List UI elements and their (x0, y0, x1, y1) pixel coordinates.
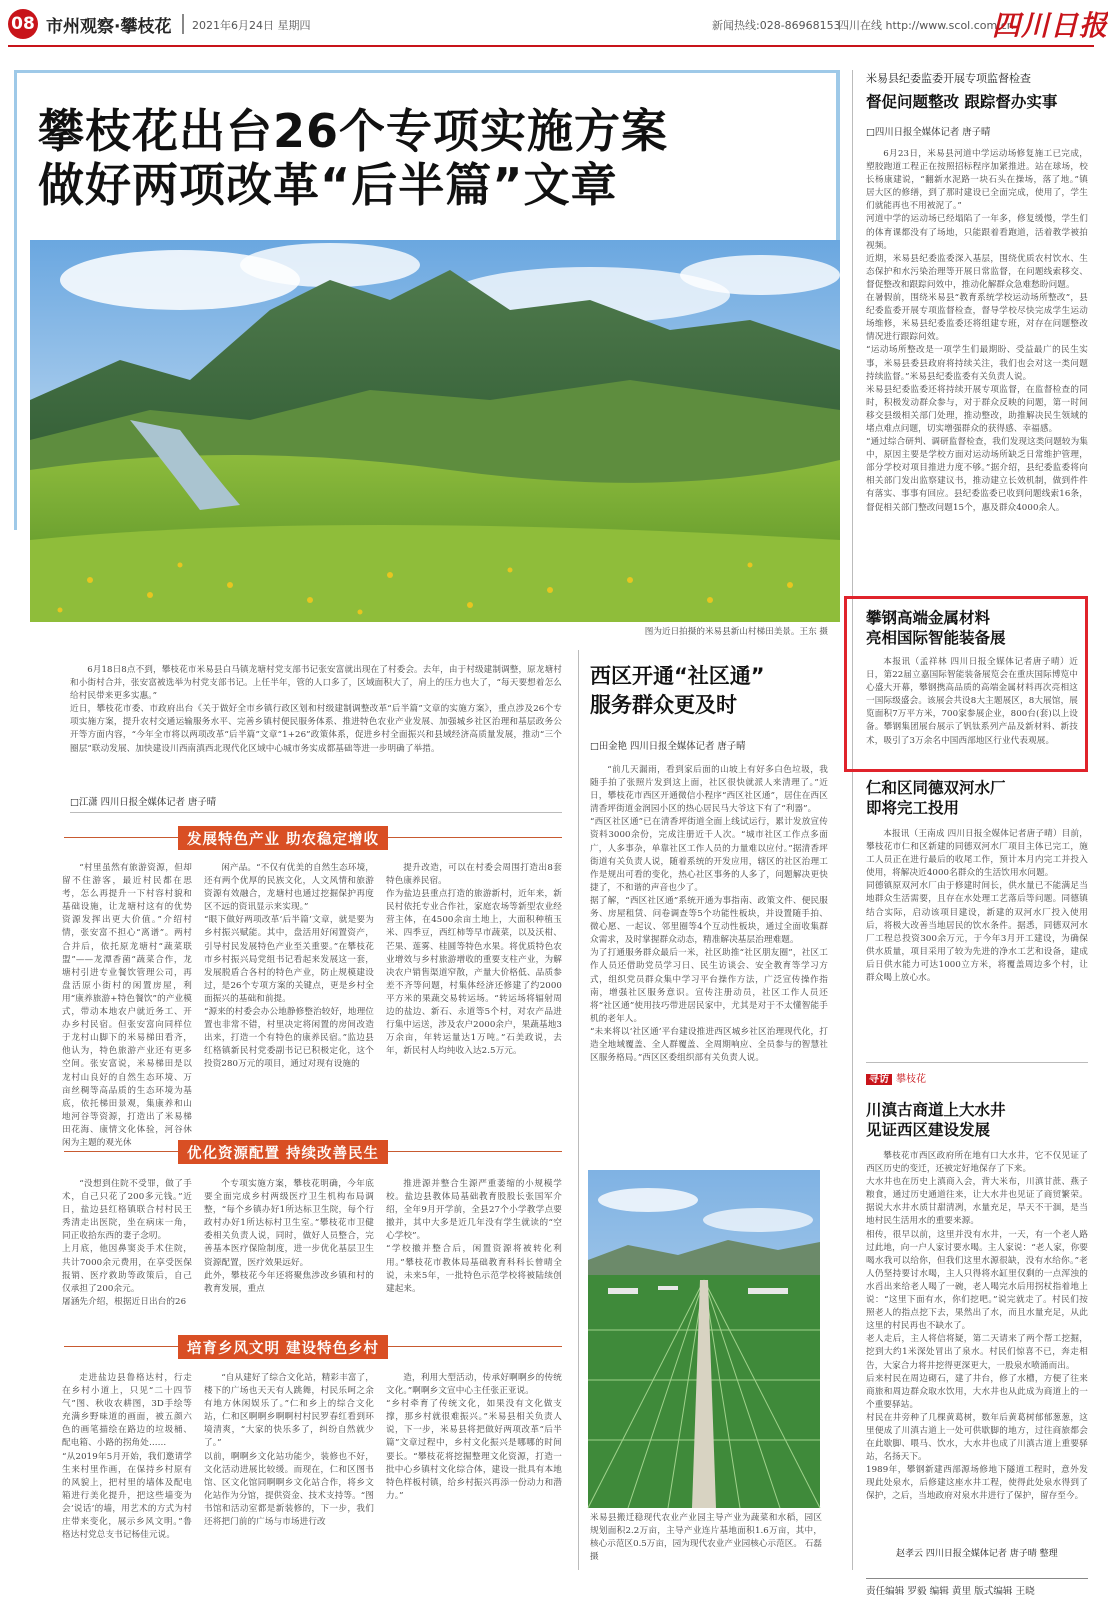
west-article-title (590, 662, 765, 720)
main-headline (38, 104, 668, 212)
section1-col1: “村里虽然有旅游资源，但却留不住游客，最近村民都在思考，怎么再提升一下村容村貌和基础设施，让龙塘村这有的优势资源发挥出更大价值。”介绍村情，张安富不担心“离谱”。两村合并后，依托原龙塘村“蔬菜联盟”——龙潭香菌“蔬菜合作，龙塘村引进专业餐饮管理公司，再盘活原小街村的闲置房屋，利用“康养旅游+特色餐饮”的产业模式，带动本地农户就近务工、开办乡村民宿。但张安富向同样位于龙村山脚下的米易梯田看齐，他认为，特色旅游产业还有更多空间。张安富说，米易梯田是以龙村山良好的自然生态环境、万亩丝稠等高品质的生态环境为基底，依托梯田景观，集康养和山地河谷等资源，打造出了米易梯田花海、康情文化体验，河谷休闲为主题的观光休 (62, 863, 192, 1148)
pangang-title-line2: 亮相国际智能装备展 (866, 629, 1006, 647)
well-article-title (866, 1100, 1006, 1140)
divider (866, 1062, 1088, 1063)
section-heading-resources: 优化资源配置 持续改善民生 (178, 1140, 388, 1164)
newspaper-logo: 四川日报 (992, 9, 1108, 42)
main-byline: □江潇 四川日报全媒体记者 唐子晴 (70, 797, 217, 808)
water-plant-title-line1: 仁和区同德双河水厂 (866, 779, 1006, 797)
west-title-line1: 西区开通“社区通” (590, 664, 765, 688)
website-link[interactable]: 四川在线 http://www.scol.com.cn (838, 19, 1014, 32)
water-plant-body: 本报讯（王南成 四川日报全媒体记者唐子晴）目前，攀枝花市仁和区新建的同德双河水厂项目主体已完工，施工人员正在进行最后的收尾工作，预计本月内完工并投入使用，将解决近4000名群众的生活饮用水问题。 同德镇原双河水厂由于修建时间长，供水量已不能满足当地群众生活需要，且存在水处理工艺落后等问题。同德镇结合实际，启动该项目建设，新建的双河水厂投入使用后，将极大改善当地居民的饮水条件。据悉，同德双河水厂工程总投资300余万元，于今年3月开工建设，为确保供水质量，项目采用了较为先进的净水工艺和设备，建成后日供水能力可达1000立方米，将覆盖周边多个村，让群众喝上放心水。 (866, 829, 1088, 984)
header-divider (182, 14, 184, 34)
section1-col3: 提升改造，可以在村委会周围打造出8套特色康养民宿。 作为盐边县重点打造的旅游新村，近年来，新民村依托专业合作社，家庭农场等新型农业经营主体，在4500余亩土地上，大面积种植玉米、四季豆，西红柿等早市蔬菜，以及沃柑、芒果、莲雾、桂圆等特色水果。将优质特色农业增效与乡村旅游增收的重要支柱产业，为解决农户销售渠道窄散，产量大价格低、品质参差不齐等问题，村集体经济还修建了约2000平方米的果蔬交易转运场。“转运场将辐射周边的盐边、新石、永道等5个村，对农产品进行集中运送，涉及农户2000余户，果蔬基地3万余亩，年转运量达1万吨。”石美政说，去年，新民村人均纯收入达2.5万元。 (386, 863, 562, 1057)
well-byline: 赵孝云 四川日报全媒体记者 唐子晴 整理 (896, 1549, 1058, 1559)
pangang-title (866, 608, 1006, 648)
page-number-badge: 08 (8, 9, 38, 39)
header-rule (8, 45, 1094, 47)
section2-col2: 个专项实施方案，攀枝花明确，今年底要全面完成乡村两级医疗卫生机构布局调整，“每个乡镇办好1所达标卫生院，每个行政村办好1所达标村卫生室。”攀枝花市卫健委相关负责人说，同时，做好人员整合，完善基本医疗保险制度，进一步优化基层卫生资源配置，医疗效果远好。 此外，攀枝花今年还将聚焦涉改乡镇和村的教育发展，重点 (204, 1179, 374, 1294)
farmland-photo (588, 1170, 820, 1508)
section-title: 市州观察·攀枝花 (46, 17, 172, 37)
main-headline-line1: 攀枝花出台26个专项实施方案 (38, 104, 669, 158)
section3-col2: “自从建好了综合文化站，精彩丰富了，楼下的广场也天天有人跳舞，村民乐呵之余有地方休闲娱乐了。”仁和乡上的综合文化站，仁和区啊啊乡啊啊村村民罗春红看到环境清爽，“大家的快乐多了，纠纷自然就少了。” 以前，啊啊乡文化站功能少，装修也不好，文化活动进展比较缓。而现在，仁和区图书馆、区文化馆同啊啊乡文化站合作，将乡文化站作为分馆，提供资金、技术支持等。“图书馆和活动室都是新装修的，下一步，我们还将把门前的广场与市场进行改 (204, 1373, 374, 1528)
right-top-title: 督促问题整改 跟踪督办实事 (866, 93, 1058, 111)
right-top-kicker: 米易县纪委监委开展专项监督检查 (866, 72, 1031, 85)
well-article-body: 攀枝花市西区政府所在地有口大水井，它不仅见证了西区历史的变迁，还被定好地保存了下来。 大水井也在历史上滇商入会，背大米布，川滇甘蔗、燕子粮食，通过历史通道往来，让大水井也见证了商贸繁荣。据说大水井水质甘甜清冽，水量充足，旱天不干涸，是当地村民生活用水的重要来源。 相传，很早以前，这里并没有水井，一天，有一个老人路过此地，向一户人家讨要水喝。主人家说：“老人家，你要喝水我可以给你，但我们这里水源很缺，没有水给你。”老人仍坚持要讨水喝，主人只得将水缸里仅剩的一点浑浊的水舀出来给老人喝了一碗，老人喝完水后用拐杖指着地上说：“这里下面有水，你们挖吧。”说完就走了。村民们按照老人的指点挖下去，果然出了水，而且水量充足，从此这里的村民再也不缺水了。 老人走后，主人将信将疑，第二天请来了两个帮工挖掘，挖到大约1米深处冒出了泉水。村民们惊喜不已，奔走相告，大家合力将井挖得更深更大，一股泉水喷涌而出。 后来村民在周边砌石，建了井台，修了水槽，方便了往来商旅和周边群众取水饮用，大水井也从此成为商道上的一个重要驿站。 村民在井旁种了几棵黄葛树，数年后黄葛树郁郁葱葱，这里便成了川滇古道上一处可供歇脚的地方，过往商旅都会在此歇脚、喂马、饮水，大水井也成了川滇古道上重要驿站，名扬天下。 1989年，攀钢新建西部源场修地下隧道工程时，意外发现此处泉水，后修建这座水井工程，使得此处泉水得到了保护，之后，当地政府对泉水井进行了保护，留存至今。 (866, 1151, 1088, 1502)
terrace-landscape-photo (30, 240, 840, 622)
well-title-line1: 川滇古商道上大水井 (866, 1101, 1006, 1119)
pangang-body: 本报讯（孟祥林 四川日报全媒体记者唐子晴）近日，第22届立嘉国际智能装备展览会在重庆国际博览中心盛大开幕，攀钢携高品质的高端金属材料再次亮相这一国际级盛会。该展会共设8大主题展区，8大展馆，展览面积7万平方米，700家参展企业，800台(套)以上设备。攀钢集团展台展示了钒钛系列产品及新材料、新技术，吸引了3万余名中国西部地区行业代表观展。 (866, 657, 1078, 746)
section-heading-industry: 发展特色产业 助农稳定增收 (178, 826, 388, 850)
right-top-byline: □四川日报全媒体记者 唐子晴 (866, 127, 991, 138)
tag-label: 寻访 (866, 1074, 892, 1085)
main-headline-line2: 做好两项改革“后半篇”文章 (38, 158, 618, 212)
farmland-photo-caption: 米易县搬迁稳现代农业产业园主导产业为蔬菜和水稻，园区规划面积2.2万亩，主导产业连片基地面积1.6万亩，其中，核心示范区0.5万亩，园为现代农业产业园核心示范区。 石磊 摄 (590, 1513, 822, 1562)
news-hotline: 新闻热线:028-86968153 (712, 19, 841, 32)
section1-col2: 闲产品。“不仅有优美的自然生态环境，还有两个优厚的民族文化，人文风情和旅游资源有效融合，龙塘村也通过挖掘保护再度区不远的资讯显示来实现。” “眼下做好两项改革‘后半篇’文章，就是要为乡村振兴赋能。其中，盘活用好闲置资产，引导村民发展特色产业至关重要。”在攀枝花市乡村振兴局党组书记看起来发展这一套，发展脱盾合各村的特色产业，防止规模建设过，是26个专项方案的关键点，更是乡村全面振兴的基础和前提。 “源来的村委会办公地静修整治较好，地理位置也非常不错，村里决定将闲置的房间改造出来，打造一个有特色的康养民宿。”监边县红格镇新民村党委副书记已积极定化，这个投资280万元的项目，通过对现有设施的 (204, 863, 374, 1070)
section2-col1: “没想到住院不受罪，做了手术，自己只花了200多元钱。”近日，盐边县红格镇联合村村民王秀清走出医院，坐在病床一角，同正收拾东西的妻子念叨。 上月底，他因鼻窦炎手术住院，共计7000余元费用，在享受医保报销、医疗救助等政策后，自己仅承担了200余元。 屠涵先介绍，根据近日出台的26 (62, 1179, 192, 1307)
section-heading-culture: 培育乡风文明 建设特色乡村 (178, 1335, 388, 1359)
column-divider (578, 650, 579, 1570)
photo-caption: 图为近日拍摄的米易县新山村梯田美景。王东 摄 (644, 627, 828, 637)
issue-date: 2021年6月24日 星期四 (192, 19, 311, 32)
water-plant-title (866, 778, 1006, 818)
pangang-title-line1: 攀钢高端金属材料 (866, 609, 991, 627)
footer-rule (866, 1578, 1088, 1579)
section3-col1: 走进盐边县鲁格达村，行走在乡村小道上，只见“二十四节气”图、秋收农耕图，3D手绘等充满乡野味道的画面，被五颜六色的画笔描绘在路边的垃圾桶、配电箱、小路的拐角处…… “从2019年5月开始，我们邀请学生来村里作画，在保持乡村原有的风貌上，把村里的墙体及配电箱进行美化提升，把这些墙变为会‘说话’的墙，用艺术的方式为村庄带来变化，展示乡风文明。”鲁格达村党总支书记杨佳元说。 (62, 1373, 192, 1541)
section2-col3: 推进源并整合生源严重萎缩的小规模学校。盐边县教体局基础教育股股长张国军介绍，全年9月开学前，全县27个小学教学点要撤并，其中大多是近几年没有学生就读的“空心学校”。 “学校撤并整合后，闲置资源将被转化利用。”攀枝花市教体局基础教育科科长曾晴全说，未来5年，一批特色示范学校将被陆续创建起来。 (386, 1179, 562, 1294)
tag-text: 攀枝花 (896, 1074, 926, 1085)
divider (70, 812, 562, 813)
west-article-body: “前几天漏雨，看到家后面的山坡上有好多白色垃圾，我随手拍了张照片发到这上面，社区很快就派人来清理了。”近日，攀枝花市西区开通微信小程序“西区社区通”，居住在西区清香坪街道金润园小区的热心居民马大爷这下有了“利器”。 “西区社区通”已在清香坪街道全面上线试运行，累计发放宣传资料3000余份，完成注册近千人次。“城市社区工作点多面广，人多事杂，单靠社区工作人员的力量难以应付。”据清香坪街道有关负责人说，随着系统的开发应用，辖区的社区治理工作是规出可看的变化，热心社区事务的人多了，问题解决更快捷了，不和谐的声音也少了。 据了解，“西区社区通”系统开通为事指南、政策文件、便民服务、房屋租赁、问卷调查等5个功能性板块，并设置随手拍、微心愿、一起议、邻里圈等4个互动性板块，通过全面收集群众需求，及时掌握群众动态，精准解决基层治理难题。 为了打通服务群众最后一米，社区助推“社区朋友圈”，社区工作人员还借助党员学习日、民生访谈会、安全教育等学习方式，组织党员群众集中学习平台操作方法，广泛宣传操作指南，增强社区服务意识。宣传注册动员，社区工作人员还将“社区通”使用技巧带进居民家中，尤其是对于不太懂智能手机的老年人。 “未来将以‘社区通’平台建设推进西区城乡社区治理现代化，打造全地域覆盖、全人群覆盖、全周期响应、全员参与的智慧社区服务格局。”西区区委组织部有关负责人说。 (590, 765, 828, 1064)
well-title-line2: 见证西区建设发展 (866, 1121, 991, 1139)
editor-credits: 责任编辑 罗毅 编辑 黄里 版式编辑 王晓 (866, 1586, 1035, 1597)
west-title-line2: 服务群众更及时 (590, 693, 737, 717)
column-divider (852, 70, 853, 1570)
main-intro-text: 6月18日8点不到，攀枝花市米易县白马镇龙塘村党支部书记张安富就出现在了村委会。去年，由于村级建制调整，原龙塘村和小街村合并，张安富被选举为村党支部书记。上任半年，管的人口多了，区域面积大了，肩上的压力也大了，“每天要想着怎么给村民带来更多实惠。” 近日，攀枝花市委、市政府出台《关于做好全市乡镇行政区划和村级建制调整改革“后半篇”文章的实施方案》，重点涉及26个专项实施方案，提升农村交通运输服务水平、完善乡镇村便民服务体系、推进特色农业产业发展、加强城乡社区治理和基层政务公开等方面内容，“今年全市将以两项改革“后半篇”文章“1+26”政策体系，促进乡村全面振兴和县域经济高质量发展，推动“三个圈层”联动发展、加快建设川西南滇西北现代化区域中心城市务实成都基础等进一步明确了举措。 (70, 665, 562, 754)
west-byline: □田金艳 四川日报全媒体记者 唐子晴 (590, 741, 746, 752)
section3-col3: 造，利用大型活动，传承好啊啊乡的传统文化。”啊啊乡文宣中心主任张正亚说。 “乡村牵育了传统文化，如果没有文化做支撑，那乡村就很难振兴。”米易县相关负责人说，下一步，米易县将把做好两项改革“后半篇”文章过程中，乡村文化振兴是哪哪的时间要长。“攀枝花将挖掘整理文化资源，打造一批中心乡镇村文化综合体，建设一批具有本地特色样板村镇，给乡村振兴再添一份动力和潜力。” (386, 1373, 562, 1501)
water-plant-title-line2: 即将完工投用 (866, 799, 960, 817)
right-top-body: 6月23日，米易县河道中学运动场修复施工已完成，塑胶跑道工程正在按照招标程序加紧推进。站在球场，校长杨康建说，“翻新水泥路一块石头在操场，落了地。”镇居大区的修缮，到了那时建设已全面完成，使用了，学生们就能再也不用被泥了。” 河道中学的运动场已经塌陷了一年多，修复缓慢，学生们的体育课都没有了场地，只能跟着看跑道，活着教学被拍视频。 近期，米易县纪委监委深入基层，围绕优质农村饮水、生态保护和水污染治理等开展日常监督，在问题线索移交、督促整改和跟踪问效中，推动化解群众急难愁盼问题。 在暑假前，围绕米易县“教育系统学校运动场所整改”，县纪委监委开展专项监督检查，督导学校尽快完成学生运动场维修，米易县纪委监委还将组建专班，对存在问题整改情况进行跟踪问效。 “运动场所整改是一项学生们最期盼、受益最广的民生实事，米易县委县政府将持续关注，我们也会对这一类问题持续监督。”米易县纪委监委有关负责人说。 米易县纪委监委还将持续开展专项监督，在监督检查的同时，积极发动群众参与，对于群众反映的问题，第一时间移交县级相关部门处理，推动整改，助推解决民生领域的堵点难点问题，切实增强群众的获得感、幸福感。 “通过综合研判、调研监督检查，我们发现这类问题较为集中，原因主要是学校方面对运动场所缺乏日常维护管理，部分学校对项目推进力度不够。”据介绍，县纪委监委将向相关部门发出监察建议书，推动建立长效机制，做到件件有落实、事事有回应。县纪委监委已收到问题线索16条，督促相关部门整改问题15个，惠及群众4000余人。 (866, 149, 1088, 513)
column-tag (866, 1070, 926, 1085)
